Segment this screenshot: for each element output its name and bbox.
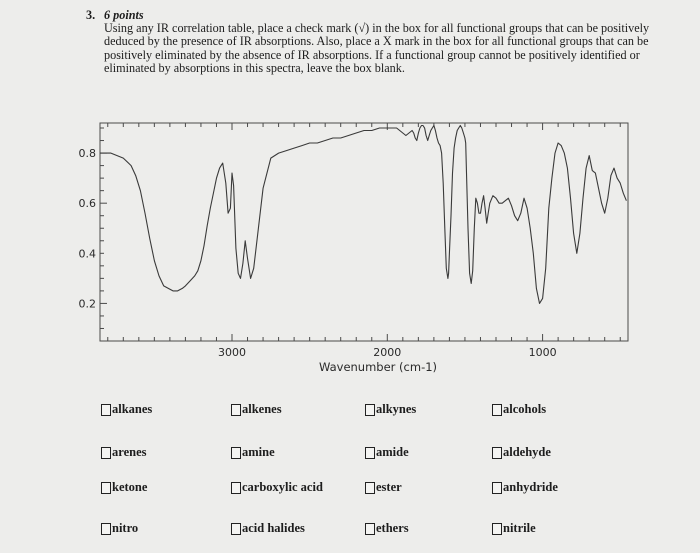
option-checkbox[interactable] — [101, 447, 111, 459]
option-alcohols[interactable] — [492, 402, 546, 417]
option-label: carboxylic acid — [242, 480, 323, 494]
option-acid-halides[interactable] — [231, 521, 305, 536]
x-tick-label: 1000 — [528, 346, 557, 359]
option-label: anhydride — [503, 480, 558, 494]
option-ethers[interactable] — [365, 521, 409, 536]
option-checkbox[interactable] — [231, 523, 241, 535]
option-checkbox[interactable] — [492, 523, 502, 535]
option-alkenes[interactable] — [231, 402, 282, 417]
option-amide[interactable] — [365, 445, 409, 460]
question-number: 3. — [86, 8, 96, 22]
option-arenes[interactable] — [101, 445, 147, 460]
option-checkbox[interactable] — [365, 447, 375, 459]
option-amine[interactable] — [231, 445, 275, 460]
option-label: ketone — [112, 480, 148, 494]
y-tick-label: 0.2 — [78, 297, 96, 311]
option-checkbox[interactable] — [101, 482, 111, 494]
option-label: alcohols — [503, 402, 547, 416]
option-label: amine — [242, 445, 275, 459]
option-ester[interactable] — [365, 480, 402, 495]
option-checkbox[interactable] — [101, 523, 111, 535]
option-label: arenes — [112, 445, 147, 459]
option-checkbox[interactable] — [231, 447, 241, 459]
option-checkbox[interactable] — [365, 523, 375, 535]
option-label: nitrile — [503, 521, 536, 535]
option-checkbox[interactable] — [492, 447, 502, 459]
option-checkbox[interactable] — [365, 482, 375, 494]
option-anhydride[interactable] — [492, 480, 558, 495]
option-checkbox[interactable] — [101, 404, 111, 416]
option-checkbox[interactable] — [231, 482, 241, 494]
option-label: alkanes — [112, 402, 153, 416]
plot-frame — [100, 123, 628, 341]
option-checkbox[interactable] — [365, 404, 375, 416]
option-label: acid halides — [242, 521, 305, 535]
y-tick-label: 0.4 — [78, 247, 96, 261]
option-checkbox[interactable] — [231, 404, 241, 416]
option-label: alkenes — [242, 402, 282, 416]
x-tick-label: 2000 — [373, 346, 402, 359]
y-tick-label: 0.6 — [78, 197, 96, 211]
option-label: amide — [376, 445, 409, 459]
option-nitrile[interactable] — [492, 521, 536, 536]
x-tick-label: 3000 — [218, 346, 246, 359]
question-text: Using any IR correlation table, place a check mark (√) in the box for all functional groups that can be positively deduced by the presence of IR absorptions. Also, place a X mark in the box for all functional groups that can be positively eliminated by the absence of IR absorptions. If a functional group cannot be positively identified or eliminated by absorptions in this spectra, leave the box blank. — [104, 21, 650, 76]
chart-ticks — [100, 123, 620, 341]
option-nitro[interactable] — [101, 521, 138, 536]
option-label: ethers — [376, 521, 409, 535]
option-label: nitro — [112, 521, 139, 535]
x-axis-title: Wavenumber (cm-1) — [318, 360, 438, 374]
option-alkanes[interactable] — [101, 402, 152, 417]
chart-labels — [79, 147, 557, 359]
option-checkbox[interactable] — [492, 404, 502, 416]
option-aldehyde[interactable] — [492, 445, 551, 460]
y-tick-label: 0.8 — [78, 147, 96, 161]
option-label: ester — [376, 480, 402, 494]
option-checkbox[interactable] — [492, 482, 502, 494]
spectrum-line — [100, 126, 626, 304]
option-label: aldehyde — [503, 445, 551, 459]
option-alkynes[interactable] — [365, 402, 416, 417]
option-carboxylic-acid[interactable] — [231, 480, 323, 495]
option-ketone[interactable] — [101, 480, 147, 495]
question-points: 6 points — [104, 8, 144, 22]
option-label: alkynes — [376, 402, 417, 416]
